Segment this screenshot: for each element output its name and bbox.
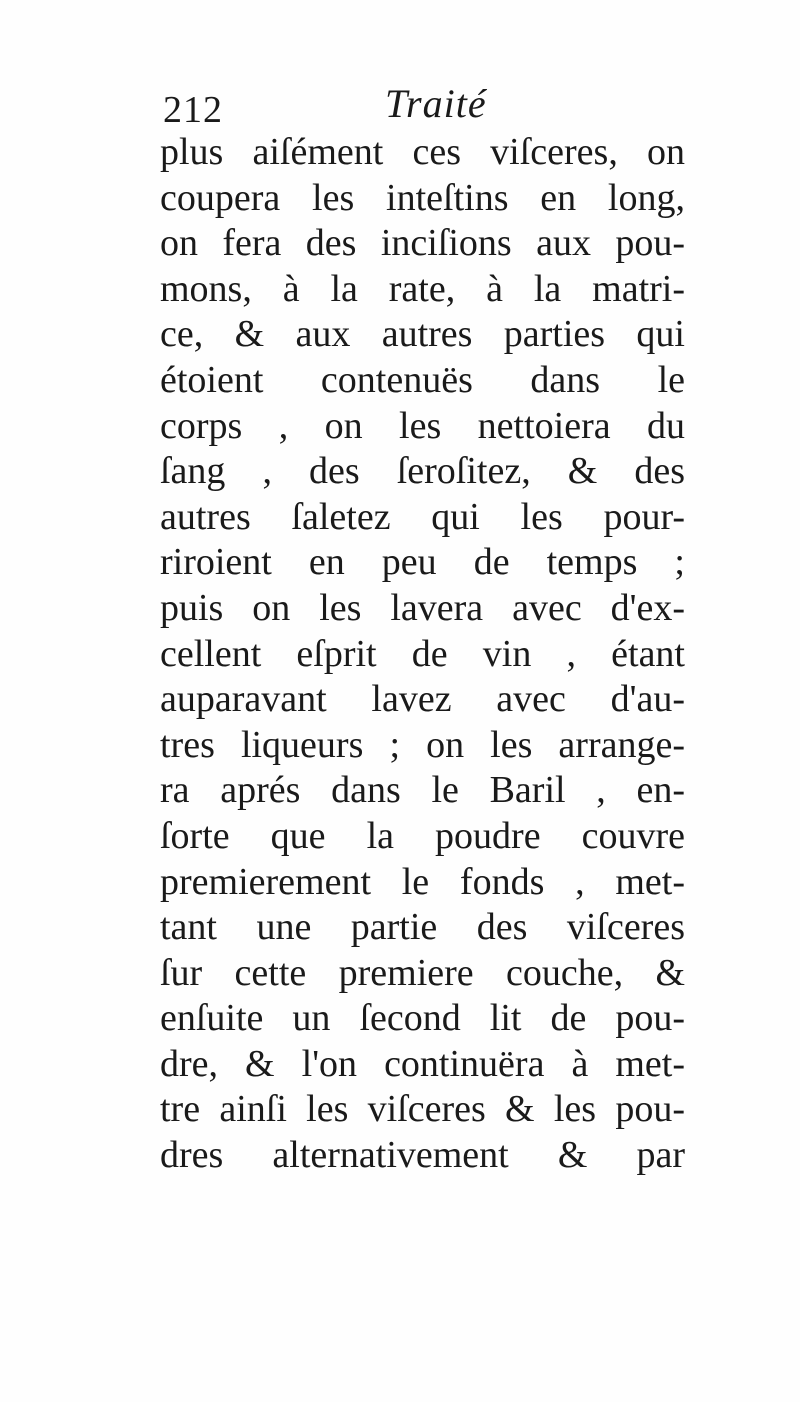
text-line: ſur cette premiere couche, & xyxy=(160,951,685,994)
text-line: corps , on les nettoiera du xyxy=(160,404,685,447)
text-line: tre ainſi les viſceres & les pou- xyxy=(160,1088,685,1131)
body-text xyxy=(160,130,685,1179)
running-head xyxy=(163,82,683,132)
text-line: coupera les inteſtins en long, xyxy=(160,176,685,219)
text-line: ra aprés dans le Baril , en- xyxy=(160,769,685,812)
text-line: ſang , des ſeroſitez, & des xyxy=(160,450,685,493)
text-line: on fera des inciſions aux pou- xyxy=(160,222,685,265)
text-line: plus aiſément ces viſceres, on xyxy=(160,131,685,173)
text-line: ſorte que la poudre couvre xyxy=(160,814,685,857)
text-line: tant une partie des viſceres xyxy=(160,906,685,949)
text-line: riroient en peu de temps ; xyxy=(160,541,685,584)
text-line: auparavant lavez avec d'au- xyxy=(160,678,685,721)
text-line: puis on les lavera avec d'ex- xyxy=(160,586,685,629)
text-line: dres alternativement & par xyxy=(160,1134,685,1177)
text-line: mons, à la rate, à la matri- xyxy=(160,267,685,310)
text-line: cellent eſprit de vin , étant xyxy=(160,632,685,675)
text-line: tres liqueurs ; on les arrange- xyxy=(160,723,685,766)
text-line: dre, & l'on continuëra à met- xyxy=(160,1042,685,1085)
text-line: ce, & aux autres parties qui xyxy=(160,313,685,356)
page-number: 212 xyxy=(163,89,223,131)
text-line: premierement le fonds , met- xyxy=(160,860,685,903)
running-title: Traité xyxy=(385,81,487,126)
text-line: étoient contenuës dans le xyxy=(160,358,685,401)
text-line: autres ſaletez qui les pour- xyxy=(160,495,685,538)
text-line: enſuite un ſecond lit de pou- xyxy=(160,997,685,1040)
